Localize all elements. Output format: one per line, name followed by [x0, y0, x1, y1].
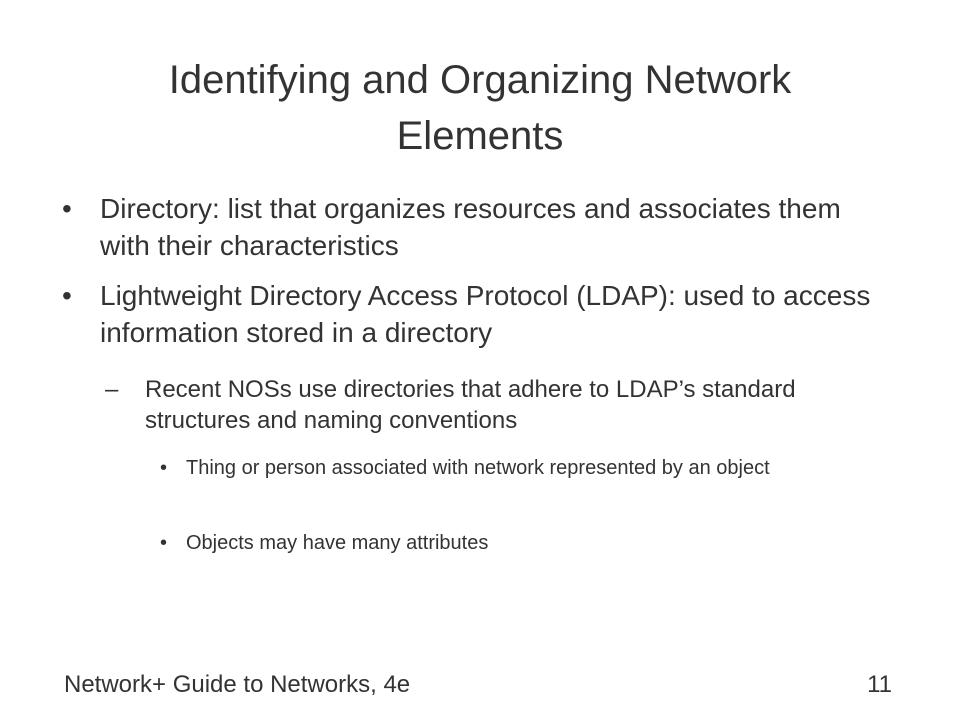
- footer-source: Network+ Guide to Networks, 4e: [64, 671, 411, 698]
- bullet-ldap: [62, 277, 880, 351]
- sub-bullet-text: Recent NOSs use directories that adhere to LDAP’s standard structures and naming conventions: [145, 376, 796, 434]
- bullet-directory: [62, 190, 880, 264]
- bullet-text: Lightweight Directory Access Protocol (LDAP): used to access information stored in a directory: [100, 280, 871, 348]
- sub-sub-bullet-attributes: [160, 530, 896, 557]
- dash-marker: –: [105, 376, 119, 403]
- sub-bullet-recent-nos: [105, 374, 895, 436]
- bullet-text: Directory: list that organizes resources and associates them with their characteristics: [100, 193, 841, 261]
- bullet-marker: •: [160, 457, 168, 479]
- bullet-marker: •: [62, 280, 72, 311]
- bullet-marker: •: [62, 193, 72, 224]
- sub-sub-bullet-text: Thing or person associated with network represented by an object: [186, 457, 770, 479]
- bullet-marker: •: [160, 532, 168, 554]
- sub-sub-bullet-object: [160, 455, 896, 482]
- sub-sub-bullet-text: Objects may have many attributes: [186, 532, 489, 554]
- slide-title: Identifying and Organizing Network Elements: [168, 58, 792, 158]
- page-number: 11: [867, 671, 892, 698]
